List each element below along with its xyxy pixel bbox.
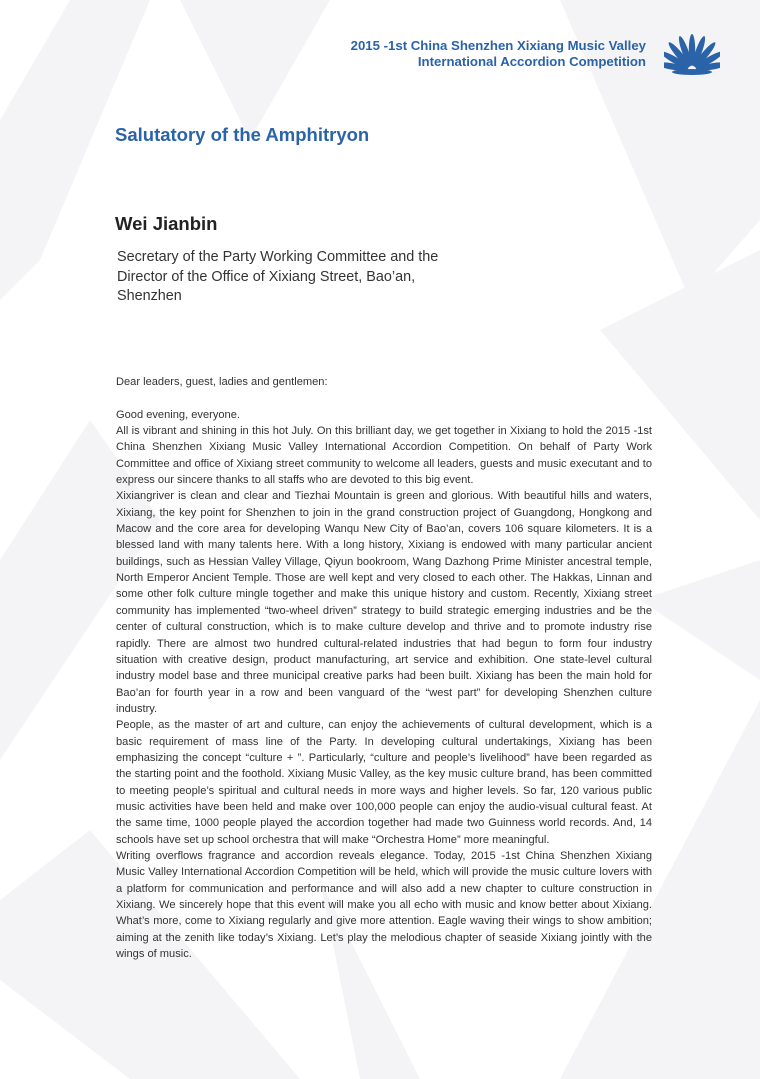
page-title: Salutatory of the Amphitryon — [115, 124, 370, 145]
paragraph-culture-development: People, as the master of art and culture, can enjoy the achievements of cultural development, which is a basic requirement of mass line of the Party. In developing cultural undertakings, Xixiang has been emphasizing the concept “culture + ”. Particularly, “culture and people’s livelihood” have been regarded as the starting point and the foothold. Xixiang Music Valley, as the key music culture brand, has been committed to meeting people’s spiritual and cultural needs in more ways and higher levels. So far, 120 various public music activities have been held and make over 100,000 people can enjoy the audio-visual cultural feast. At the same time, 1000 people played the accordion together had made two Guinness world records. And, 14 schools have set up school orchestra that will make “Orchestra Home” more meaningful. — [116, 719, 652, 846]
competition-header — [351, 38, 646, 69]
header-title-line-2: International Accordion Competition — [417, 53, 646, 69]
header-title-line-1: 2015 -1st China Shenzhen Xixiang Music Valley — [350, 38, 646, 53]
speaker-name: Wei Jianbin — [115, 213, 218, 234]
fan-petal-logo-icon — [664, 30, 720, 78]
salutation: Dear leaders, guest, ladies and gentlemen: — [116, 376, 328, 388]
paragraph-greeting: Good evening, everyone. — [116, 408, 240, 421]
paragraph-welcome: All is vibrant and shining in this hot July. On this brilliant day, we get together in Xixiang to hold the 2015 -1st China Shenzhen Xixiang Music Valley International Accordion Competition. On behalf of Party Work Committee and office of Xixiang street community to welcome all leaders, guests and music executant and to express our sincere thanks to all staffs who are devoted to this big event. — [116, 425, 652, 487]
letter-body — [116, 374, 652, 962]
speaker-role: Secretary of the Party Working Committee and the Director of the Office of Xixiang Street, Bao’an, Shenzhen — [117, 249, 439, 304]
paragraph-closing: Writing overflows fragrance and accordion reveals elegance. Today, 2015 -1st China Shenzhen Xixiang Music Valley International Accordion Competition will be held, which will provide the music culture lovers with a platform for communication and performance and will also add a new chapter to culture construction in Xixiang. We sincerely hope that this event will make you all echo with music and know better about Xixiang. What’s more, come to Xixiang regularly and give more attention. Eagle waving their wings to show ambition; aiming at the zenith like today’s Xixiang. Let’s play the melodious chapter of seaside Xixiang jointly with the wings of music. — [116, 849, 652, 961]
paragraph-xixiang-overview: Xixiangriver is clean and clear and Tiezhai Mountain is green and glorious. With beautiful hills and waters, Xixiang, the key point for Shenzhen to join in the grand construction project of Guangdong, Hongkong and Macow and the core area for developing Wanqu New City of Bao’an, covers 106 square kilometers. It is a blessed land with many talents here. With a long history, Xixiang is endowed with many particular ancient buildings, such as Hessian Valley Village, Qiyun bookroom, Wang Dazhong Prime Minister ancestral temple, North Emperor Ancient Temple. Those are well kept and very closed to each other. The Hakkas, Linnan and some other folk culture mingle together and make this unique history and custom. Recently, Xixiang street community has implemented “two-wheel driven” strategy to build strategic emerging industries and be the center of cultural construction, which is to make culture develop and thrive and to promote industry rise rapidly. There are almost two hundred cultural-related industries that had begun to form four industry situation with creative design, product manufacturing, art service and exhibition. One state-level cultural industry model base and three municipal creative parks had been built. Xixiang has been the main hold for Bao’an for fourth year in a row and been vanguard of the “west part” for developing Shenzhen culture industry. — [116, 490, 652, 715]
